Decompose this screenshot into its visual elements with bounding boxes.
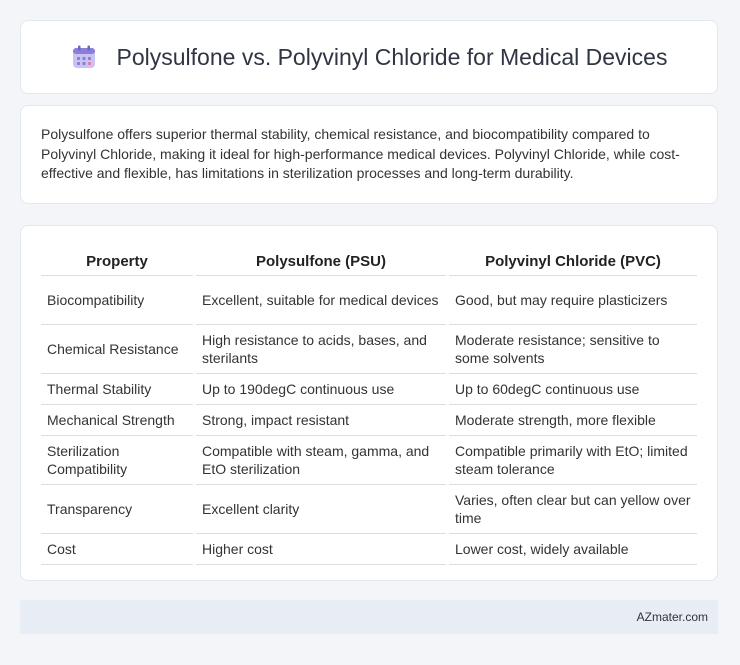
column-header-pvc: Polyvinyl Chloride (PVC) [449, 244, 697, 276]
title-card [20, 20, 718, 94]
table-cell-property: Biocompatibility [41, 276, 193, 325]
table-row [41, 436, 697, 485]
table-cell-psu: Excellent clarity [196, 485, 446, 534]
table-cell-psu: Strong, impact resistant [196, 405, 446, 436]
table-row [41, 405, 697, 436]
table-cell-pvc: Good, but may require plasticizers [449, 276, 697, 325]
table-cell-property: Sterilization Compatibility [41, 436, 193, 485]
table-cell-property: Mechanical Strength [41, 405, 193, 436]
table-header-row [41, 244, 697, 276]
footer-brand[interactable]: AZmater.com [636, 610, 708, 624]
table-row [41, 485, 697, 534]
table-cell-pvc: Up to 60degC continuous use [449, 374, 697, 405]
comparison-table [38, 244, 700, 565]
table-cell-property: Thermal Stability [41, 374, 193, 405]
table-row [41, 276, 697, 325]
comparison-card [20, 225, 718, 581]
table-cell-pvc: Lower cost, widely available [449, 534, 697, 565]
table-cell-pvc: Varies, often clear but can yellow over time [449, 485, 697, 534]
table-cell-psu: High resistance to acids, bases, and sterilants [196, 325, 446, 374]
table-cell-psu: Up to 190degC continuous use [196, 374, 446, 405]
table-cell-psu: Compatible with steam, gamma, and EtO sterilization [196, 436, 446, 485]
table-row [41, 534, 697, 565]
table-cell-property: Transparency [41, 485, 193, 534]
table-cell-pvc: Moderate strength, more flexible [449, 405, 697, 436]
table-cell-property: Chemical Resistance [41, 325, 193, 374]
calendar-icon [71, 44, 97, 70]
page-title: Polysulfone vs. Polyvinyl Chloride for Medical Devices [116, 43, 668, 70]
table-cell-pvc: Moderate resistance; sensitive to some solvents [449, 325, 697, 374]
table-cell-psu: Higher cost [196, 534, 446, 565]
column-header-psu: Polysulfone (PSU) [196, 244, 446, 276]
table-cell-property: Cost [41, 534, 193, 565]
table-row [41, 325, 697, 374]
intro-paragraph: Polysulfone offers superior thermal stability, chemical resistance, and biocompatibility compared to Polyvinyl Chloride, making it ideal for high-performance medical devices. Polyvinyl Chloride, while cost-effective and flexible, has limitations in sterilization processes and long-term durability. [41, 126, 680, 181]
table-row [41, 374, 697, 405]
footer [20, 600, 718, 634]
column-header-property: Property [41, 244, 193, 276]
table-cell-pvc: Compatible primarily with EtO; limited steam tolerance [449, 436, 697, 485]
intro-card [20, 105, 718, 204]
table-cell-psu: Excellent, suitable for medical devices [196, 276, 446, 325]
